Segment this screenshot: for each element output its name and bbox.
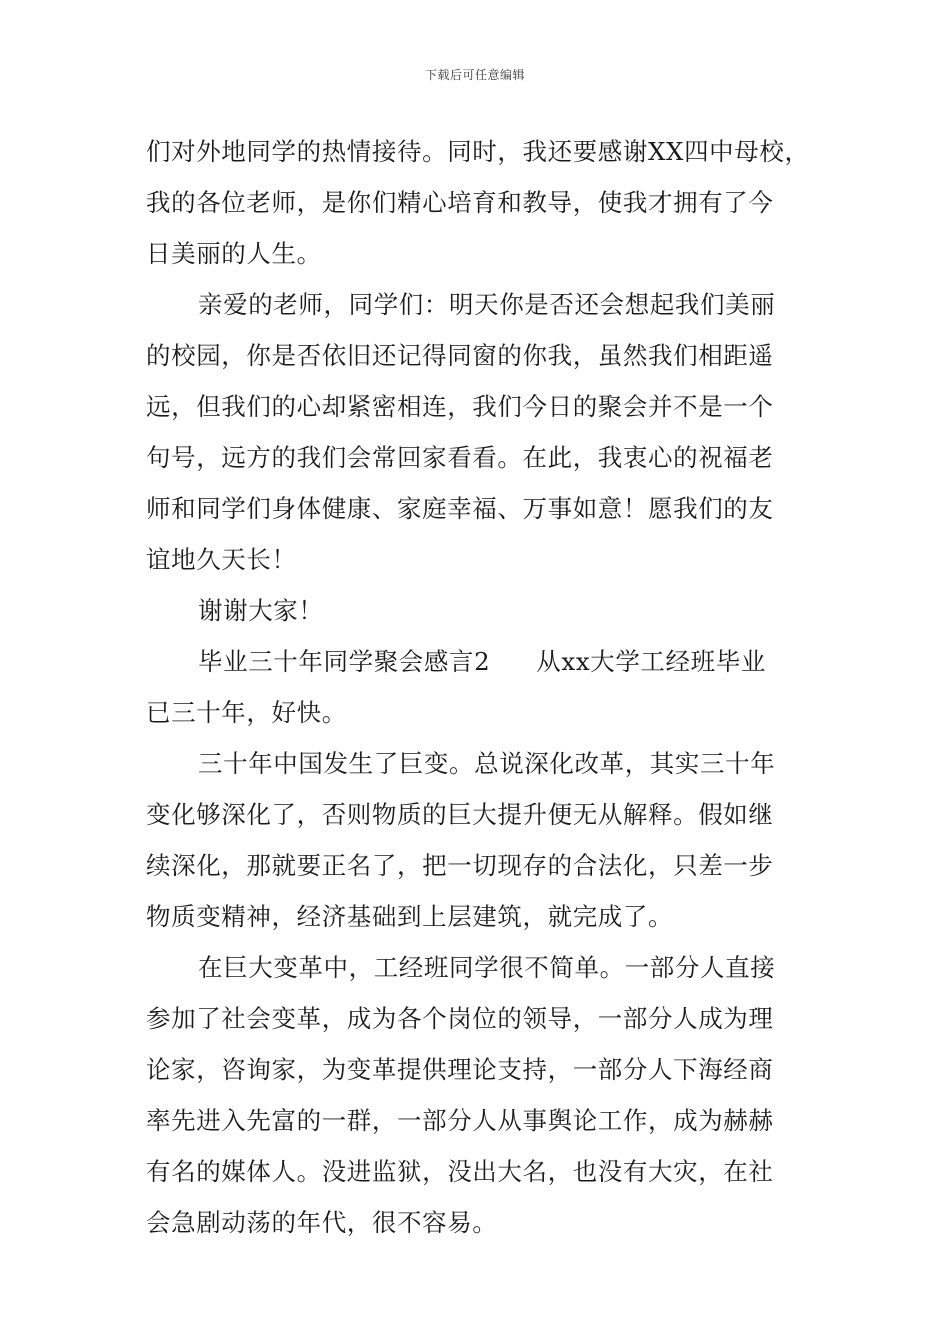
text-line: 我的各位老师，是你们精心培育和教导，使我才拥有了今 [146, 188, 774, 217]
text-line: 们对外地同学的热情接待。同时，我还要感谢XX四中母校， [146, 137, 810, 166]
text-line: 续深化，那就要正名了，把一切现存的合法化，只差一步 [146, 851, 774, 880]
page-header-note: 下载后可任意编辑 [424, 68, 525, 82]
text-line: 会急剧动荡的年代，很不容易。 [146, 1208, 498, 1237]
section-title: 毕业三十年同学聚会感言2 [198, 647, 491, 676]
text-line: 的校园，你是否依旧还记得同窗的你我，虽然我们相距遥 [146, 341, 774, 370]
text-line: 变化够深化了，否则物质的巨大提升便无从解释。假如继 [146, 800, 774, 829]
text-line: 论家，咨询家，为变革提供理论支持，一部分人下海经商 [146, 1055, 774, 1084]
text-line: 已三十年，好快。 [146, 698, 347, 727]
document-body [146, 126, 808, 1248]
text-line: 三十年中国发生了巨变。总说深化改革，其实三十年 [198, 749, 776, 778]
text-line: 有名的媒体人。没进监狱，没出大名，也没有大灾，在社 [146, 1157, 774, 1186]
text-line: 亲爱的老师，同学们：明天你是否还会想起我们美丽 [198, 290, 776, 319]
text-line: 谊地久天长！ [146, 545, 297, 574]
text-line: 日美丽的人生。 [146, 239, 322, 268]
text-line: 在巨大变革中，工经班同学很不简单。一部分人直接 [198, 953, 776, 982]
text-line: 参加了社会变革，成为各个岗位的领导，一部分人成为理 [146, 1004, 774, 1033]
text-line: 谢谢大家！ [198, 596, 324, 625]
text-line: 物质变精神，经济基础到上层建筑，就完成了。 [146, 902, 674, 931]
text-line: 句号，远方的我们会常回家看看。在此，我衷心的祝福老 [146, 443, 774, 472]
text-fragment: 从xx大学工经班毕业 [536, 647, 766, 676]
text-line: 师和同学们身体健康、家庭幸福、万事如意！愿我们的友 [146, 494, 774, 523]
section-title-line [146, 636, 808, 687]
text-line: 远，但我们的心却紧密相连，我们今日的聚会并不是一个 [146, 392, 774, 421]
text-line: 率先进入先富的一群，一部分人从事舆论工作，成为赫赫 [146, 1106, 774, 1135]
